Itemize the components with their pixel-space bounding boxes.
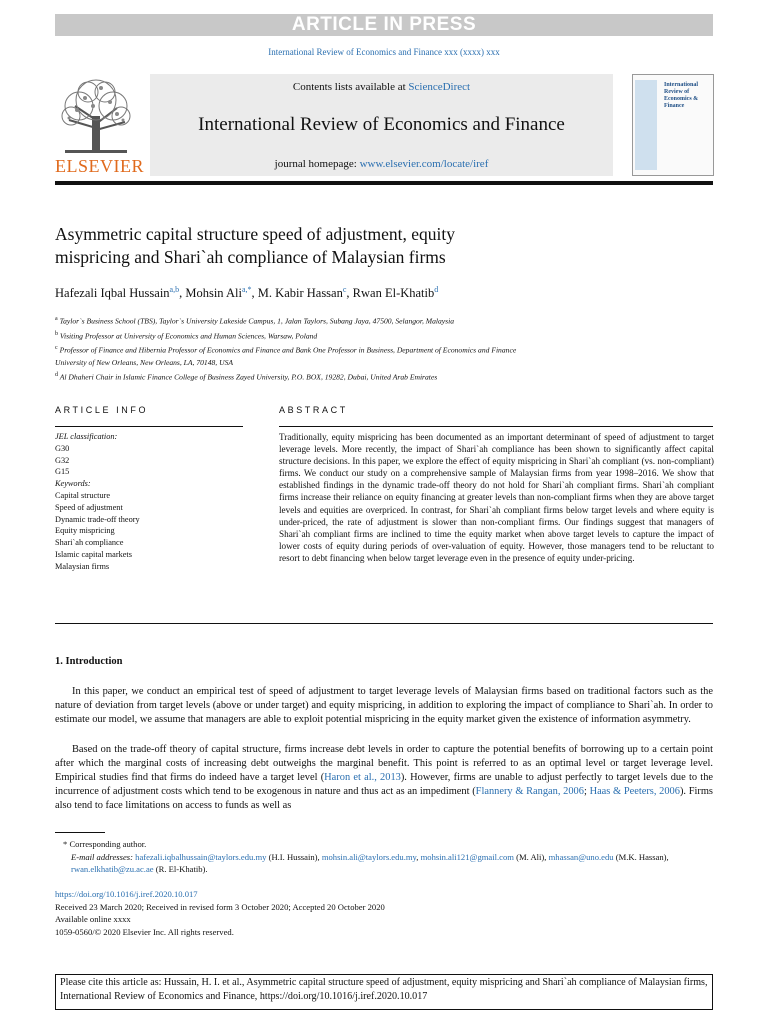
affiliation: $^c$ Professor of Finance and Hibernia Professor of Economics and Finance and Bank One Professor in Business, Department of Economics and Finance [55,345,517,355]
email-link[interactable]: mhassan@uno.edu [548,851,614,862]
email-link[interactable]: hafezali.iqbalhussain@taylors.edu.my [135,851,267,862]
introduction-heading: 1. Introduction [55,656,123,667]
article-info-rule [55,426,243,427]
footnotes [55,838,713,876]
author-name: Rwan El-Khatib [352,286,435,301]
available-online: Available online xxxx [55,914,131,924]
intro-paragraph-2: Based on the trade-off theory of capital structure, firms increase debt levels in order to capture the potential benefits of borrowing up to a certain point after which the marginal costs of increasing debt outweighs the marginal benefit. This point is referred to as an optimal level or target leverage level. Empirical studies find that firms do indeed have a target level (Haron et al., 2013). However, firms are unable to adjust perfectly to target levels due to the incurrence of adjustment costs which tend to be exogenous in nature and thus act as an impediment (Flannery & Rangan, 2006; Haas & Peeters, 2006). Firms also tend to face limitations on access to funds as well as [55,744,713,811]
reference-link[interactable]: Haas & Peeters, 2006 [589,786,680,797]
tree-icon [55,76,137,156]
header-divider [55,181,713,185]
paper-title-line-2: mispricing and Shari`ah compliance of Malaysian firms [55,247,446,267]
doi-link[interactable]: https://doi.org/10.1016/j.iref.2020.10.017 [55,889,198,899]
jel-code: G30 [55,443,70,453]
affiliation: $^b$ Visiting Professor at University of Economics and Human Sciences, Warsaw, Poland [55,330,318,341]
author-list: Hafezali Iqbal Hussain$^{a,b}$, Mohsin Ali$^{a,*}$, M. Kabir Hassan$^c$, Rwan El-Khatib$^d$ [55,285,439,301]
article-info-heading: ARTICLE INFO [55,405,149,415]
footnote-rule [55,832,105,833]
corresponding-author-note: * Corresponding author. [63,839,147,849]
affiliations [55,313,675,383]
elsevier-tree-logo [55,76,137,156]
author-affil-sup[interactable]: d [434,285,439,294]
author-name: Mohsin Ali [185,286,242,301]
email-link[interactable]: rwan.elkhatib@zu.ac.ae [71,864,154,874]
elsevier-wordmark: ELSEVIER [55,156,144,176]
journal-citation-line[interactable]: International Review of Economics and Finance xxx (xxxx) xxx [268,47,500,57]
affiliation: $^d$ Al Dhaheri Chair in Islamic Finance College of Business Zayed University, P.O. BOX, 19282, Dubai, United Arab Emirates [55,371,438,382]
jel-code: G15 [55,467,70,477]
affiliation: $^a$ Taylor`s Business School (TBS), Taylor`s University Lakeside Campus, 1, Jalan Taylors, Subang Jaya, 47500, Selangor, Malaysia [55,316,455,326]
intro-paragraph-1: In this paper, we conduct an empirical test of speed of adjustment to target leverage levels of Malaysian firms based on traditional factors such as the nature of deviation from target levels (above or under target) and equity mispricing, in addition to exploring the impact of compliance to Shari`ah. In order to estimate our model, we assume that managers are able to exploit potential mispricing in the equity market given the existence of information asymmetry. [55,686,713,725]
author-affil-sup[interactable]: a,b [169,285,180,294]
keyword: Dynamic trade-off theory [55,514,140,524]
contents-available: Contents lists available at ScienceDirect [292,81,471,93]
keyword: Capital structure [55,490,111,500]
article-in-press-banner: ARTICLE IN PRESS [55,14,713,36]
journal-homepage: journal homepage: www.elsevier.com/locate/iref [274,158,489,170]
cover-title: International Review of Economics & Finance [664,82,699,109]
journal-title: International Review of Economics and Finance [198,114,565,135]
received-dates: Received 23 March 2020; Received in revised form 3 October 2020; Accepted 20 October 2020 [55,901,385,912]
keyword: Equity mispricing [55,526,115,536]
article-info [55,431,140,573]
keyword: Malaysian firms [55,561,110,571]
jel-label: JEL classification: [55,432,118,441]
copyright: 1059-0560/© 2020 Elsevier Inc. All rights reserved. [55,926,234,937]
cite-this-article-box: Please cite this article as: Hussain, H. I. et al., Asymmetric capital structure speed of adjustment, equity mispricing and Shari`ah compliance of Malaysian firms, International Review of Economics and Finance, https://doi.org/10.1016/j.iref.2020.10.017 [55,974,713,1010]
abstract-text: Traditionally, equity mispricing has been documented as an important determinant of speed of adjustment to target leverage levels. More recently, the impact of Shari`ah compliance has been shown to significantly affect capital structure decisions. In this paper, we explore the effect of equity mispricing in Shari`ah compliant (vs. non-compliant) firms. We conduct our study on a comprehensive sample of Malaysian firms from year 1998–2016. We show that established findings in the dynamic trade-off theory do not hold for Shari`ah compliant firms. Shari`ah compliant firms increase their reliance on equity financing at greater levels than non-compliant firms when they are above target levels and equities are overpriced. In contrast, for Shari`ah compliant firms below target levels and where equity is under-priced, the rate of adjustment is slower than non-compliant firms. Our findings suggest that managers of Shari`ah compliant firms are inclined to time the equity market when above target levels to capture the impact of lower costs of equity during periods of over-valuation of equity. However, those managers tend to be reluctant to resort to debt financing when below target leverage even in the presence of equity under-pricing. [279,432,714,563]
abstract-heading: ABSTRACT [279,405,348,415]
abstract-rule [279,426,713,427]
author-name: M. Kabir Hassan [257,286,343,301]
sciencedirect-link[interactable]: ScienceDirect [408,81,471,93]
keyword: Shari`ah compliance [55,538,124,548]
publication-info [55,888,713,938]
author-affil-sup[interactable]: c [342,285,347,294]
author-name: Hafezali Iqbal Hussain [55,286,170,301]
abstract-bottom-rule [55,623,713,624]
keyword: Islamic capital markets [55,549,132,559]
reference-link[interactable]: Flannery & Rangan, 2006 [475,786,584,797]
email-link[interactable]: mohsin.ali121@gmail.com [420,851,514,862]
jel-code: G32 [55,455,70,465]
email-link[interactable]: mohsin.ali@taylors.edu.my [321,851,417,862]
author-affil-sup[interactable]: a,* [241,285,252,294]
keywords-label: Keywords: [55,479,91,489]
keyword: Speed of adjustment [55,502,123,512]
cover-strip [635,80,657,170]
affiliation: University of New Orleans, New Orleans, LA, 70148, USA [55,357,234,367]
homepage-link[interactable]: www.elsevier.com/locate/iref [359,158,489,170]
reference-link[interactable]: Haron et al., 2013 [324,772,401,783]
paper-title-line-1: Asymmetric capital structure speed of adjustment, equity [55,224,455,244]
email-addresses: E-mail addresses: hafezali.iqbalhussain@taylors.edu.my (H.I. Hussain), mohsin.ali@taylors.edu.my, mohsin.ali121@gmail.com (M. Ali), mhassan@uno.edu (M.K. Hassan), rwan.elkhatib@zu.ac.ae (R. El-Khatib). [71,851,669,874]
paper-title [55,223,655,269]
